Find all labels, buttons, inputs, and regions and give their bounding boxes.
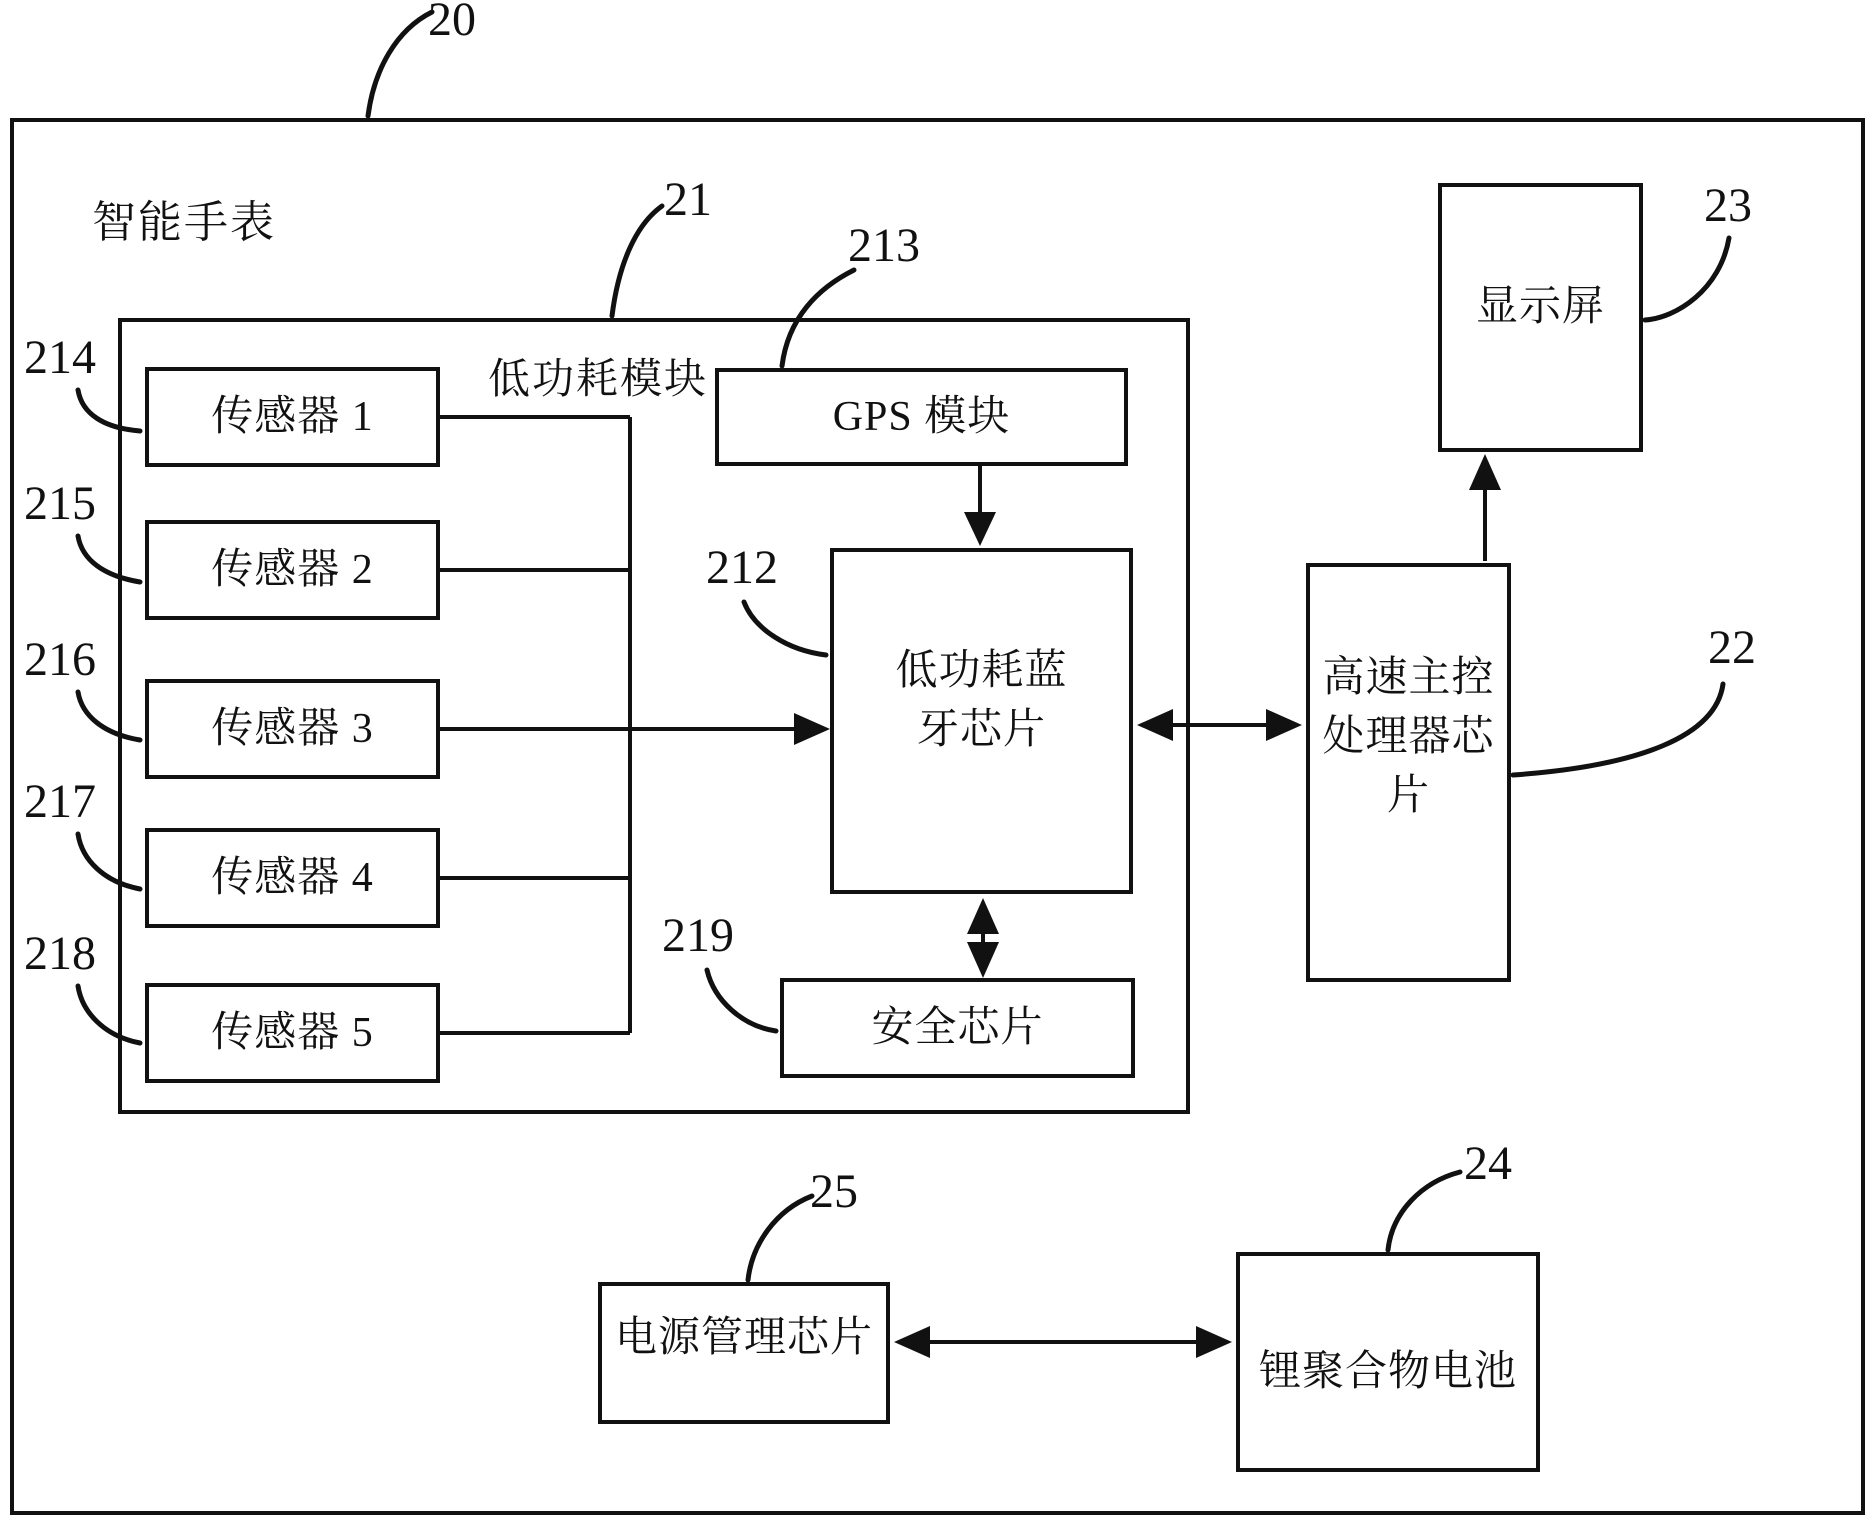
- ref-21: 21: [664, 173, 712, 226]
- ref-25: 25: [810, 1165, 858, 1218]
- sensor5-label: 传感器 5: [211, 1009, 374, 1056]
- ref-216: 216: [24, 633, 96, 686]
- security-chip-label: 安全芯片: [871, 1004, 1044, 1051]
- leader-ref-20: [368, 12, 432, 116]
- ref-24: 24: [1464, 1137, 1512, 1190]
- display-screen-box: [1438, 183, 1643, 452]
- bluetooth-chip-label: 低功耗蓝牙芯片: [895, 648, 1068, 753]
- main-processor-box: [1306, 563, 1511, 982]
- sensor4-box: [145, 828, 440, 928]
- sensor1-box: [145, 367, 440, 467]
- ref-217: 217: [24, 775, 96, 828]
- main-processor-label: 高速主控处理器芯片: [1322, 655, 1495, 819]
- ref-23: 23: [1704, 179, 1752, 232]
- ref-219: 219: [662, 909, 734, 962]
- ref-218: 218: [24, 927, 96, 980]
- sensor2-label: 传感器 2: [211, 546, 374, 593]
- sensor3-box: [145, 679, 440, 779]
- security-chip-box: [780, 978, 1135, 1078]
- smartwatch-title: 智能手表: [92, 198, 276, 247]
- sensor4-label: 传感器 4: [211, 854, 374, 901]
- gps-module-box: [715, 368, 1128, 466]
- gps-module-label: GPS 模块: [832, 393, 1011, 440]
- sensor2-box: [145, 520, 440, 620]
- battery-label: 锂聚合物电池: [1258, 1348, 1517, 1395]
- ref-214: 214: [24, 331, 96, 384]
- ref-212: 212: [706, 541, 778, 594]
- sensor1-label: 传感器 1: [211, 393, 374, 440]
- battery-box: [1236, 1252, 1540, 1472]
- power-management-chip-box: [598, 1282, 890, 1424]
- power-management-chip-label: 电源管理芯片: [614, 1314, 873, 1361]
- ref-215: 215: [24, 477, 96, 530]
- display-screen-label: 显示屏: [1475, 284, 1605, 331]
- low-power-module-label: 低功耗模块: [488, 357, 709, 403]
- ref-20: 20: [428, 0, 476, 46]
- sensor3-label: 传感器 3: [211, 705, 374, 752]
- ref-213: 213: [848, 219, 920, 272]
- sensor5-box: [145, 983, 440, 1083]
- bluetooth-chip-box: [830, 548, 1133, 894]
- ref-22: 22: [1708, 621, 1756, 674]
